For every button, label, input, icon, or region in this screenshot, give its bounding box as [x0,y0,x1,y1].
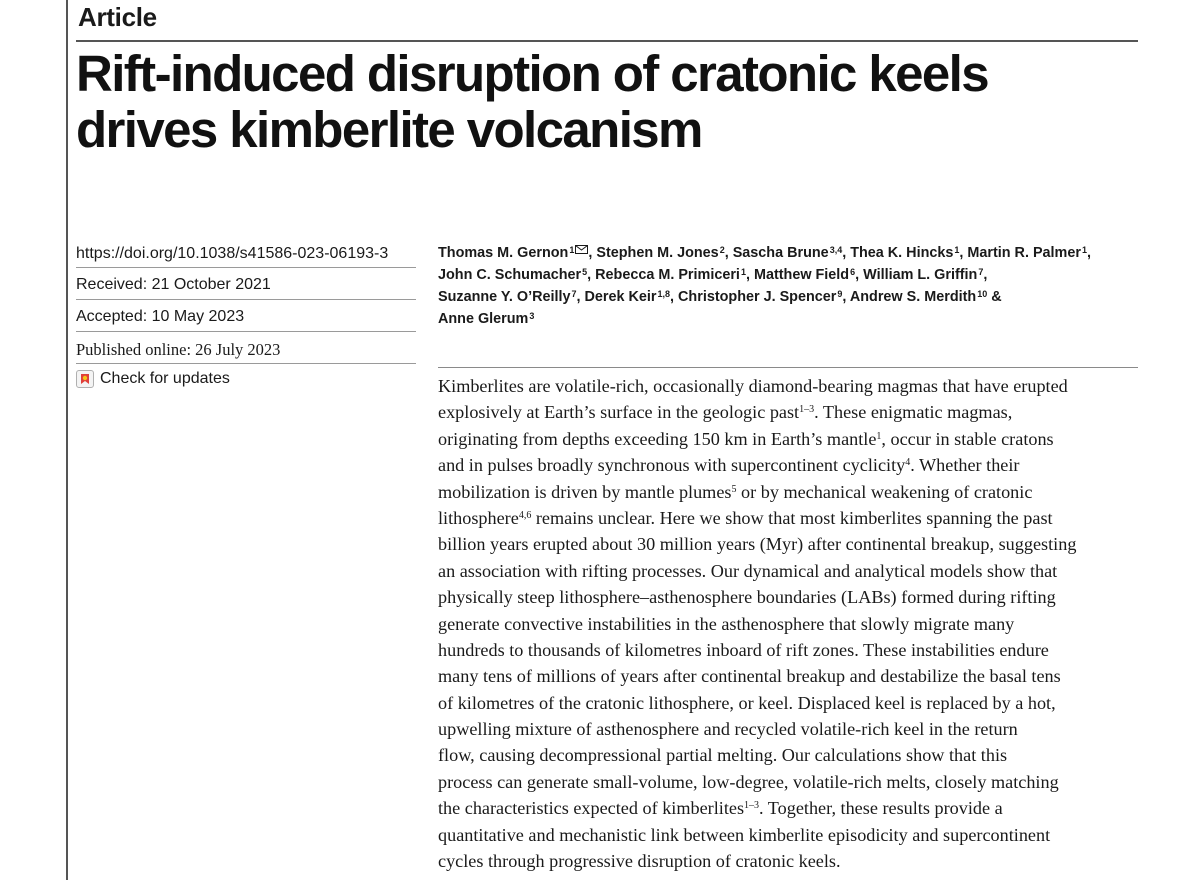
abstract-text: generate convective instabilities in the asthenosphere that slowly migrate many [438,613,1015,634]
author-name: Martin R. Palmer [967,245,1081,261]
author[interactable] [733,245,843,261]
author-affiliation: 1 [740,267,746,277]
abstract-text: . Together, these results provide a [759,798,1003,819]
doi-link[interactable]: https://doi.org/10.1038/s41586-023-06193-3 [76,236,416,268]
author-affiliation: 9 [837,289,843,299]
left-margin-rule [66,0,68,880]
author-affiliation: 2 [719,245,725,255]
check-for-updates-label: Check for updates [100,370,230,387]
author-name: Thea K. Hincks [850,245,954,261]
author-affiliation: 6 [850,267,856,277]
corresponding-author-envelope-icon[interactable] [575,245,588,254]
author[interactable] [754,267,855,283]
abstract-text: many tens of millions of years after continental breakup and destabilize the basal tens [438,666,1061,687]
abstract-text: mobilization is driven by mantle plumes [438,481,732,502]
abstract-line [438,373,1154,399]
abstract-text: of kilometres of the cratonic lithosphere, or keel. Displaced keel is replaced by a hot, [438,692,1056,713]
abstract-text: cycles through progressive disruption of cratonic keels. [438,851,841,872]
abstract-text: flow, causing decompressional partial melting. Our calculations show that this [438,745,1008,766]
author-name: Thomas M. Gernon [438,245,569,261]
author-name: Stephen M. Jones [596,245,719,261]
abstract-text: Kimberlites are volatile-rich, occasionally diamond-bearing magmas that have erupted [438,376,1068,396]
author[interactable] [850,245,959,261]
abstract-text: an association with rifting processes. Our dynamical and analytical models show that [438,560,1058,581]
abstract-line [438,505,1154,531]
author-affiliation: 7 [571,289,577,299]
author-name: Suzanne Y. O’Reilly [438,289,571,305]
author[interactable] [438,267,587,283]
author-name: Christopher J. Spencer [678,289,837,305]
abstract-line [438,663,1154,689]
abstract-line [438,848,1154,874]
published-date: Published online: 26 July 2023 [76,332,416,364]
abstract-line [438,584,1154,610]
article-title [76,46,1156,158]
author-affiliation: 1 [1081,245,1087,255]
author[interactable] [438,289,577,305]
abstract-divider [438,367,1138,368]
abstract-text: physically steep lithosphere–asthenosphere boundaries (LABs) formed during rifting [438,587,1056,608]
received-date: Received: 21 October 2021 [76,268,416,300]
author-affiliation: 1 [954,245,960,255]
abstract-text: hundreds to thousands of kilometres inboard of rift zones. These instabilities endure [438,639,1049,660]
citation-superscript[interactable]: 1–3 [799,404,815,416]
citation-superscript[interactable]: 1 [876,430,882,442]
author[interactable] [863,267,983,283]
abstract-text: and in pulses broadly synchronous with supercontinent cyclicity [438,455,906,476]
author-name: Sascha Brune [732,245,829,261]
abstract-line [438,558,1154,584]
abstract-line [438,452,1154,478]
abstract-text: process can generate small-volume, low-degree, volatile-rich melts, closely matching [438,771,1059,792]
author-affiliation: 7 [978,267,984,277]
author-affiliation: 5 [582,267,588,277]
abstract-line [438,399,1154,425]
citation-superscript[interactable]: 1–3 [744,800,760,812]
author-name: Rebecca M. Primiceri [595,267,740,283]
title-line-1: Rift-induced disruption of cratonic keels [76,45,988,102]
abstract-text: explosively at Earth’s surface in the geologic past [438,402,800,423]
abstract-line [438,426,1154,452]
author[interactable] [596,245,724,261]
author-affiliation: 10 [977,289,988,299]
abstract-line [438,637,1154,663]
abstract-line [438,716,1154,742]
author-affiliation: 1 [569,245,575,255]
abstract-text: , occur in stable cratons [881,428,1054,449]
abstract-text: the characteristics expected of kimberlites [438,798,745,819]
check-for-updates-button[interactable] [76,364,416,388]
author[interactable] [850,289,987,305]
author-name: Anne Glerum [438,311,529,327]
citation-superscript[interactable]: 5 [731,483,737,495]
abstract-line [438,531,1154,557]
abstract-text: . Whether their [910,455,1020,476]
author[interactable] [967,245,1087,261]
abstract-text: . These enigmatic magmas, [814,402,1013,423]
abstract-text: billion years erupted about 30 million years (Myr) after continental breakup, suggesting [438,534,1077,555]
author-affiliation: 1,8 [657,289,671,299]
author-list: Thomas M. Gernon$^1$ , Stephen M. Jones$^2$, Sascha Brune$^{3,4}$, Thea K. Hincks$^1$, Martin R. Palmer$^1$, John C. Schumacher$^5$, Rebecca M. Primiceri$^1$, Matthew Field$^6$, William L. Griffin$^7$, Suzanne Y. O’Reilly$^7$, Derek Keir$^{1,8}$, Christopher J. Spencer$^9$, Andrew S. Merdith$^{10}$ & Anne Glerum$^3$ [438,245,1091,327]
abstract-line [438,690,1154,716]
author-name: John C. Schumacher [438,267,582,283]
author-affiliation: 3 [529,311,535,321]
abstract-text: originating from depths exceeding 150 km in Earth’s mantle [438,428,877,449]
abstract [438,373,1154,874]
abstract-text: lithosphere [438,507,519,528]
title-line-2: drives kimberlite volcanism [76,101,702,158]
abstract-line [438,769,1154,795]
abstract-text: remains unclear. Here we show that most kimberlites spanning the past [531,507,1053,528]
author[interactable] [678,289,842,305]
accepted-date: Accepted: 10 May 2023 [76,300,416,332]
author[interactable] [585,289,671,305]
abstract-line [438,795,1154,821]
citation-superscript[interactable]: 4,6 [518,509,532,521]
author[interactable] [595,267,746,283]
abstract-text: or by mechanical weakening of cratonic [736,481,1033,502]
abstract-text: upwelling mixture of asthenosphere and recycled volatile-rich keel in the return [438,719,1018,740]
article-metadata [76,236,416,388]
abstract-line [438,611,1154,637]
crossmark-icon [76,370,94,388]
abstract-line [438,742,1154,768]
author[interactable] [438,245,588,261]
header-divider [76,40,1138,42]
author-name: William L. Griffin [863,267,978,283]
abstract-line [438,822,1154,848]
author[interactable] [438,311,534,327]
abstract-text: quantitative and mechanistic link between kimberlite episodicity and supercontinent [438,824,1051,845]
author-name: Matthew Field [753,267,850,283]
author-affiliation: 3,4 [829,245,843,255]
author-name: Derek Keir [584,289,657,305]
section-label: Article [78,2,157,32]
author-name: Andrew S. Merdith [849,289,977,305]
citation-superscript[interactable]: 4 [905,457,911,469]
abstract-line [438,479,1154,505]
